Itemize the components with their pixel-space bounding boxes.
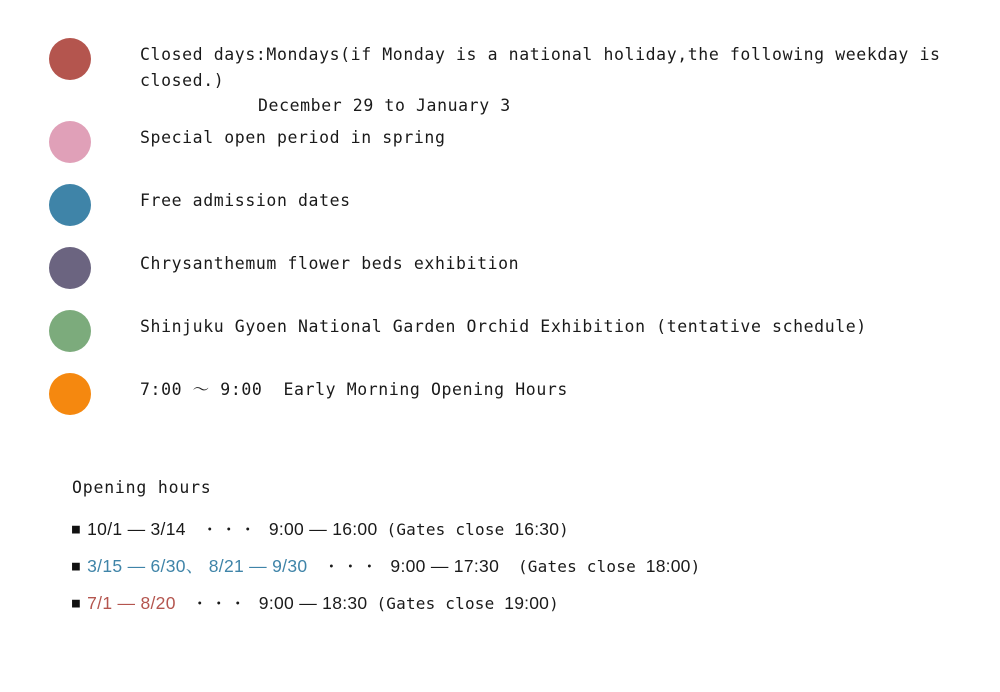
gates-close-prefix: (Gates close [508,557,646,576]
gates-close-note [387,519,569,540]
gates-close-suffix: ) [690,557,701,576]
hours-time: 9:00 — 16:00 [268,519,378,539]
gates-close-time: 18:00 [645,556,691,576]
gates-close-time: 19:00 [504,593,550,613]
opening-hours-section [72,478,992,627]
gates-close-time: 16:30 [514,519,560,539]
separator-dots: ・・・ [191,594,249,613]
gates-close-note [508,556,700,577]
separator-dots: ・・・ [323,557,381,576]
hours-time: 9:00 — 18:30 [258,593,368,613]
gates-close-prefix: (Gates close [386,520,515,539]
square-bullet-icon: ■ [72,596,81,611]
gates-close-suffix: ) [559,520,569,539]
swatch-cell [0,182,140,226]
swatch-cell [0,308,140,352]
swatch-cell [0,371,140,415]
list-item [0,182,1000,245]
gates-close-suffix: ) [549,594,559,613]
color-swatch-closed-days [49,38,91,80]
gates-close-prefix: (Gates close [376,594,505,613]
date-range: 3/15 — 6/30、 8/21 — 9/30 [87,556,308,576]
legend-list [0,36,1000,434]
swatch-cell [0,245,140,289]
legend-item-label: Chrysanthemum flower beds exhibition [140,253,520,273]
legend-item-label: 7:00 〜 9:00 Early Morning Opening Hours [140,379,568,399]
legend-item-sub-text: December 29 to January 3 [258,96,511,116]
list-item [0,119,1000,182]
color-swatch-orchid-exhibition [49,310,91,352]
opening-hours-row [72,517,992,540]
opening-hours-title: Opening hours [72,478,212,497]
list-item [0,36,1000,119]
legend-item-label [140,36,1000,119]
square-bullet-icon: ■ [72,559,81,574]
legend-item-label: Free admission dates [140,190,351,210]
color-swatch-free-admission-dates [49,184,91,226]
opening-hours-row [72,591,992,614]
list-item [0,245,1000,308]
date-range: 7/1 — 8/20 [87,593,176,613]
hours-time: 9:00 — 17:30 [390,556,500,576]
legend-item-label: Special open period in spring [140,127,446,147]
list-item [0,308,1000,371]
swatch-cell [0,36,140,80]
list-item [0,371,1000,434]
color-swatch-chrysanthemum-exhibition [49,247,91,289]
separator-dots: ・・・ [201,520,259,539]
legend-item-label: Shinjuku Gyoen National Garden Orchid Exhibition (tentative schedule) [140,316,867,336]
legend-item-main-text: Closed days:Mondays(if Monday is a national holiday,the following weekday is closed.) [140,45,952,90]
gates-close-note [376,593,558,614]
swatch-cell [0,119,140,163]
opening-hours-row [72,553,992,578]
date-range: 10/1 — 3/14 [87,519,186,539]
color-swatch-early-morning-hours [49,373,91,415]
square-bullet-icon: ■ [72,522,81,537]
color-swatch-special-open-period [49,121,91,163]
